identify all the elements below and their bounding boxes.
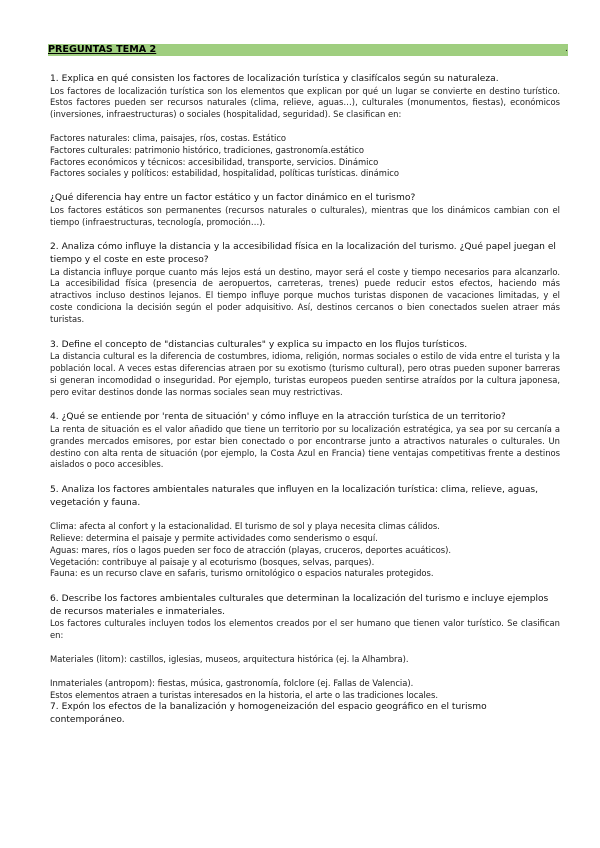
question-1b: ¿Qué diferencia hay entre un factor estático y un factor dinámico en el turismo? xyxy=(50,193,416,204)
list-item: Clima: afecta al confort y la estacionalidad. El turismo de sol y playa necesita climas cálidos. xyxy=(50,521,440,532)
question-3: 3. Define el concepto de "distancias culturales" y explica su impacto en los flujos turísticos. xyxy=(50,339,468,350)
list-item: Fauna: es un recurso clave en safaris, turismo ornitológico o espacios naturales protegidos. xyxy=(50,568,434,579)
answer-4: La renta de situación es el valor añadido que tiene un territorio por su localización estratégica, ya sea por su cercanía a grandes mercados emisores, por estar bien conectado o por encontrarse junto a atractivos naturales o culturales. Un destino con alta renta de situación (por ejemplo, la Costa Azul en Francia) tiene ventajas competitivas frente a destinos aislados o poco accesibles. xyxy=(50,423,560,470)
question-1: 1. Explica en qué consisten los factores de localización turística y clasifícalos según su naturaleza. xyxy=(50,74,499,84)
list-item: Factores económicos y técnicos: accesibilidad, transporte, servicios. Dinámico xyxy=(50,156,379,167)
title-trailing-mark: . xyxy=(565,44,568,54)
question-2: 2. Analiza cómo influye la distancia y la accesibilidad física en la localización del turismo. ¿Qué papel juegan el tiempo y el coste en este proceso? xyxy=(50,242,556,265)
answer-3: La distancia cultural es la diferencia de costumbres, idioma, religión, normas sociales o estilo de vida entre el turista y la población local. A veces estas diferencias atraen por su exotismo (turismo cultural), pero otras pueden suponer barreras si generan incomodidad o inseguridad. Por ejemplo, turistas europeos pueden sentirse atraídos por la cultura japonesa, pero evitar destinos donde las normas sociales sean muy restrictivas. xyxy=(50,351,560,397)
document-body xyxy=(50,73,560,727)
list-item: Aguas: mares, ríos o lagos pueden ser foco de atracción (playas, cruceros, deportes acuáticos). xyxy=(50,544,452,555)
list-item: Relieve: determina el paisaje y permite actividades como senderismo o esquí. xyxy=(50,533,378,544)
answer-6: Los factores culturales incluyen todos los elementos creados por el ser humano que tienen valor turístico. Se clasifican en: xyxy=(50,618,560,641)
list-item: Vegetación: contribuye al paisaje y al ecoturismo (bosques, selvas, parques). xyxy=(50,556,375,567)
answer-1b: Los factores estáticos son permanentes (recursos naturales o culturales), mientras que los dinámicos cambian con el tiempo (infraestructuras, tecnología, promoción…). xyxy=(50,204,560,227)
materiales-item: Materiales (litom): castillos, iglesias, museos, arquitectura histórica (ej. la Alhambra). xyxy=(50,654,409,665)
closing-line: Estos elementos atraen a turistas interesados en la historia, el arte o las tradiciones locales. xyxy=(50,689,438,700)
list-item: Factores sociales y políticos: estabilidad, hospitalidad, políticas turísticas. dinámico xyxy=(50,168,400,179)
answer-2: La distancia influye porque cuanto más lejos está un destino, mayor será el coste y tiempo necesarios para alcanzarlo. La accesibilidad física (presencia de aeropuertos, carreteras, trenes) puede reducir estos efectos, haciendo más atractivos incluso destinos lejanos. El tiempo influye porque muchos turistas disponen de vacaciones limitadas, y el coste condiciona la decisión según el poder adquisitivo. Así, destinos cercanos o bien conectados suelen atraer más turistas. xyxy=(50,266,560,324)
page-title: PREGUNTAS TEMA 2 xyxy=(48,44,157,55)
question-4: 4. ¿Qué se entiende por 'renta de situación' y cómo influye en la atracción turística de un territorio? xyxy=(50,412,506,423)
question-5: 5. Analiza los factores ambientales naturales que influyen en la localización turística: clima, relieve, aguas, vegetación y fauna. xyxy=(50,485,539,508)
list-item: Factores culturales: patrimonio histórico, tradiciones, gastronomía.estático xyxy=(50,144,364,155)
question-6: 6. Describe los factores ambientales culturales que determinan la localización del turismo e incluye ejemplos de recursos materiales e inmateriales. xyxy=(50,594,549,617)
list-item: Factores naturales: clima, paisajes, ríos, costas. Estático xyxy=(50,132,287,143)
question-7: 7. Expón los efectos de la banalización y homogeneización del espacio geográfico en el turismo contemporáneo. xyxy=(50,702,487,726)
inmateriales-item: Inmateriales (antropom): fiestas, música, gastronomía, folclore (ej. Fallas de Valencia). xyxy=(50,677,414,688)
answer-1: Los factores de localización turística son los elementos que explican por qué un lugar se convierte en destino turístico. Estos factores pueden ser recursos naturales (clima, relieve, aguas…), culturales (monumentos, fiestas), económicos (inversiones, infraestructuras) o sociales (hospitalidad, seguridad). Se clasifican en: xyxy=(50,85,560,120)
